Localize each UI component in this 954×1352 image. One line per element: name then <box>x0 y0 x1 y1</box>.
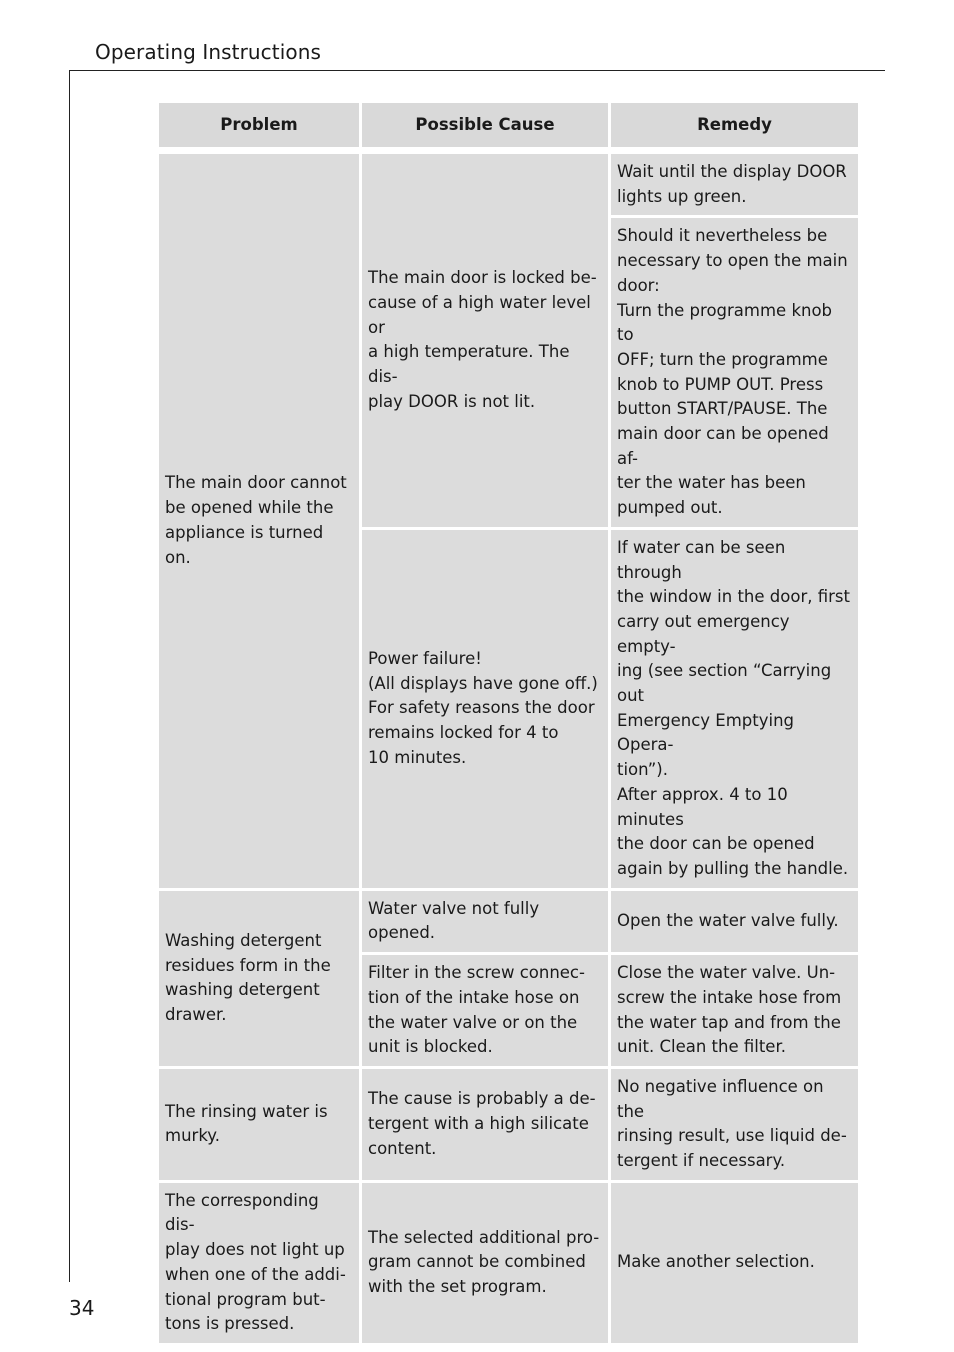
problem-cell: The main door cannot be opened while the appliance is turned on. <box>159 154 359 888</box>
problem-cell: The rinsing water is murky. <box>159 1069 359 1180</box>
remedy-cell: Open the water valve fully. <box>611 891 858 952</box>
column-header-remedy: Remedy <box>611 103 858 147</box>
cause-cell: Filter in the screw connec- tion of the intake hose on the water valve or on the unit is blocked. <box>362 955 608 1066</box>
column-header-problem: Problem <box>159 103 359 147</box>
column-header-possible-cause: Possible Cause <box>362 103 608 147</box>
remedy-cell: Close the water valve. Un- screw the intake hose from the water tap and from the unit. Clean the filter. <box>611 955 858 1066</box>
remedy-cell: Make another selection. <box>611 1183 858 1343</box>
remedy-cell: Should it nevertheless be necessary to open the main door: Turn the programme knob to OFF; turn the programme knob to PUMP OUT. Press button START/PAUSE. The main door can be opened af- ter the water has been pumped out. <box>611 218 858 526</box>
header-gap <box>159 150 858 151</box>
cause-cell: The selected additional pro- gram cannot be combined with the set program. <box>362 1183 608 1343</box>
header-rule <box>69 70 885 71</box>
remedy-cell: If water can be seen through the window in the door, first carry out emergency empty- ing (see section “Carrying out Emergency Emptying Opera- tion”). After approx. 4 to 10 minutes the door can be opened again by pulling the handle. <box>611 530 858 888</box>
cause-cell: Power failure! (All displays have gone off.) For safety reasons the door remains locked for 4 to 10 minutes. <box>362 530 608 888</box>
troubleshooting-table <box>156 100 861 1346</box>
margin-rule <box>69 70 70 1282</box>
cause-cell: The main door is locked be- cause of a high water level or a high temperature. The dis- play DOOR is not lit. <box>362 154 608 527</box>
page-header-title: Operating Instructions <box>95 40 322 64</box>
table-row <box>159 1183 858 1343</box>
cause-cell: The cause is probably a de- tergent with a high silicate content. <box>362 1069 608 1180</box>
table-row <box>159 891 858 952</box>
remedy-cell: No negative influence on the rinsing result, use liquid de- tergent if necessary. <box>611 1069 858 1180</box>
cause-cell: Water valve not fully opened. <box>362 891 608 952</box>
page-number: 34 <box>69 1296 95 1320</box>
remedy-cell: Wait until the display DOOR lights up green. <box>611 154 858 215</box>
problem-cell: Washing detergent residues form in the washing detergent drawer. <box>159 891 359 1066</box>
table-row <box>159 1069 858 1180</box>
table-row <box>159 154 858 215</box>
problem-cell: The corresponding dis- play does not light up when one of the addi- tional program but- tons is pressed. <box>159 1183 359 1343</box>
table-header-row <box>159 103 858 147</box>
